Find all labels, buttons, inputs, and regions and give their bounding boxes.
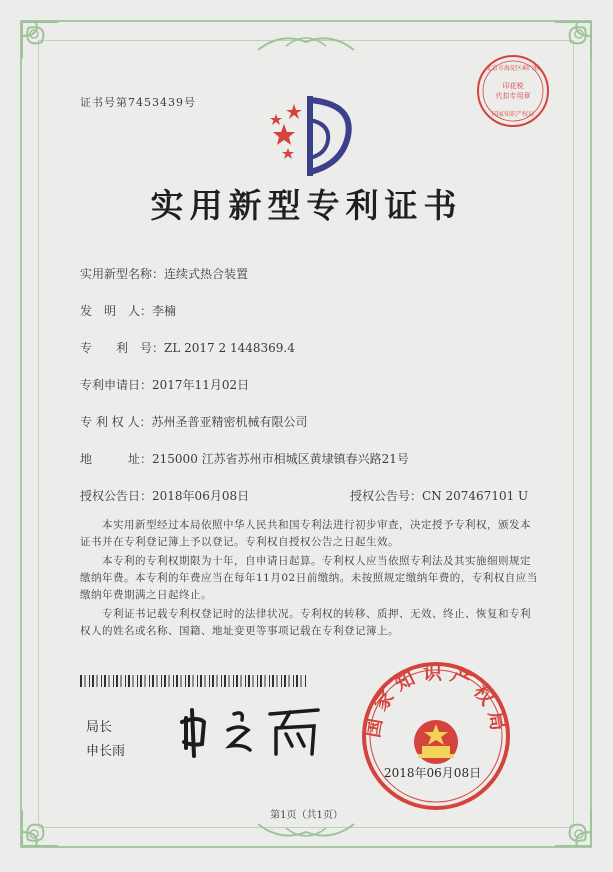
field-filing-date <box>80 376 249 393</box>
barcode <box>80 672 310 684</box>
field-value: ZL 2017 2 1448369.4 <box>164 341 295 355</box>
paragraph-grant-statement: 本实用新型经过本局依照中华人民共和国专利法进行初步审查，决定授予专利权，颁发本证书并在专利登记簿上予以登记。专利权自授权公告之日起生效。 <box>80 519 531 548</box>
field-address <box>80 450 409 467</box>
corner-ornament-top-left <box>18 18 78 78</box>
seal-small-arc-text: 北京市海淀区蓟门桥 <box>485 65 541 72</box>
field-label: 实用新型名称： <box>80 267 165 281</box>
field-utility-model-name <box>80 265 248 282</box>
cnipa-logo-icon <box>262 90 358 180</box>
field-value: CN 207467101 U <box>422 489 529 503</box>
signatory-name: 申长雨 <box>86 744 126 759</box>
field-value: 连续式热合装置 <box>164 267 249 281</box>
field-grant-announcement-date <box>80 487 249 504</box>
field-label: 授权公告日： <box>80 489 153 503</box>
signatory-title: 局长 <box>86 720 113 735</box>
page-footer: 第1页（共1页） <box>270 810 343 821</box>
field-label: 专利申请日： <box>80 378 153 392</box>
field-inventor <box>80 302 176 319</box>
seal-small-line-2: 代扣专用章 <box>495 92 531 100</box>
field-patent-number <box>80 339 295 356</box>
paragraph-term-and-fees: 本专利的专利权期限为十年，自申请日起算。专利权人应当依照专利法及其实施细则规定缴纳年费。本专利的年费应当在每年11月02日前缴纳。未按照规定缴纳年费的，专利权自应当缴纳年费期满之日起终止。 <box>80 555 538 601</box>
field-value: 2017年11月02日 <box>152 378 250 392</box>
field-label: 发 明 人： <box>80 304 153 318</box>
bottom-center-ornament <box>256 820 356 844</box>
certificate-number: 证书号第7453439号 <box>80 96 196 109</box>
seal-large-text: 国家知识产权局 <box>361 662 511 740</box>
cnipa-official-seal <box>360 660 512 812</box>
field-label: 授权公告号： <box>350 489 423 503</box>
field-label: 地 址： <box>80 452 153 466</box>
field-value: 李楠 <box>152 304 177 318</box>
tax-stamp-seal <box>474 52 552 130</box>
top-center-ornament <box>256 30 356 54</box>
paragraph-legal-status: 专利证书记载专利权登记时的法律状况。专利权的转移、质押、无效、终止、恢复和专利权人的姓名或名称、国籍、地址变更等事项记载在专利登记簿上。 <box>80 608 531 637</box>
seal-small-bottom-text: 国家知识产权局 <box>491 111 535 118</box>
field-value: 苏州圣普亚精密机械有限公司 <box>151 415 308 429</box>
field-patentee <box>80 413 307 430</box>
certificate-title: 实用新型专利证书 <box>150 186 463 225</box>
field-label: 专 利 权 人： <box>80 415 152 429</box>
seal-small-line-1: 印花税 <box>502 82 524 90</box>
field-value: 2018年06月08日 <box>152 489 250 503</box>
field-value: 215000 江苏省苏州市相城区黄埭镇春兴路21号 <box>152 452 409 466</box>
field-label: 专 利 号： <box>80 341 165 355</box>
field-grant-announcement-number <box>350 487 528 504</box>
handwritten-signature <box>178 700 328 760</box>
seal-date: 2018年06月08日 <box>384 766 482 780</box>
